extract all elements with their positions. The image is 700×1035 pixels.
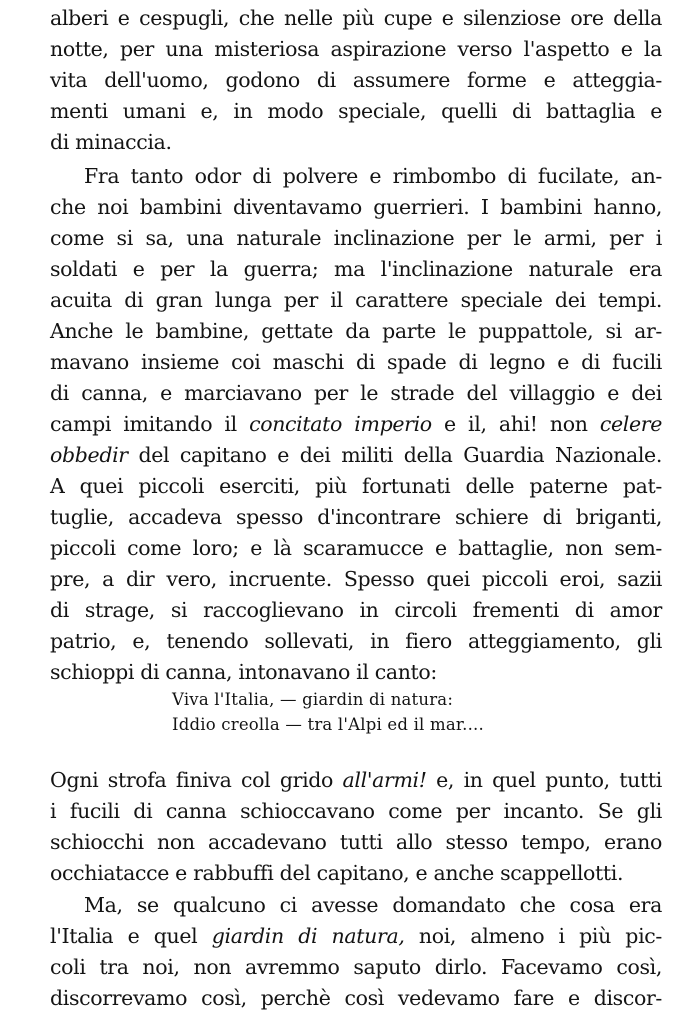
text-run: del capitano e dei militi della Guardia Nazionale. [127, 443, 662, 467]
text-line: mavano insieme coi maschi di spade di legno e di fucili [50, 350, 662, 374]
text-run: Ogni strofa finiva col grido [50, 768, 343, 792]
text-run: campi imitando il [50, 412, 250, 436]
text-line: schioppi di canna, intonavano il canto: [50, 660, 437, 684]
text-line: che noi bambini diventavamo guerrieri. I bambini hanno, [50, 195, 662, 219]
text-line: come si sa, una naturale inclinazione per le armi, per i [50, 226, 662, 250]
italic-phrase: giardin di natura, [211, 924, 405, 948]
text-line: vita dell'uomo, godono di assumere forme e atteggia- [50, 68, 662, 92]
text-line: Ma, se qualcuno ci avesse domandato che cosa era [84, 893, 662, 917]
italic-phrase: all'armi! [342, 768, 427, 792]
text-line: patrio, e, tenendo sollevati, in fiero atteggiamento, gli [50, 629, 662, 653]
text-line: soldati e per la guerra; ma l'inclinazione naturale era [50, 257, 662, 281]
text-line: Fra tanto odor di polvere e rimbombo di fucilate, an- [84, 164, 662, 188]
text-line: schiocchi non accadevano tutti allo stesso tempo, erano [50, 830, 662, 854]
text-run: e, in quel punto, tutti [426, 768, 663, 792]
italic-phrase: obbedir [50, 443, 128, 467]
text-line: discorrevamo così, perchè così vedevamo fare e discor- [50, 986, 662, 1010]
text-line: occhiatacce e rabbuffi del capitano, e anche scappellotti. [50, 861, 624, 885]
text-run: e il, ahi! non [431, 412, 600, 436]
verse-line: Iddio creolla — tra l'Alpi ed il mar.... [172, 715, 484, 734]
text-run: noi, almeno i più pic- [404, 924, 662, 948]
text-line [50, 764, 662, 796]
text-run: l'Italia e quel [50, 924, 212, 948]
text-line: Anche le bambine, gettate da parte le puppattole, si ar- [50, 319, 662, 343]
italic-phrase: concitato imperio [249, 412, 432, 436]
text-line: notte, per una misteriosa aspirazione verso l'aspetto e la [50, 37, 662, 61]
text-line: alberi e cespugli, che nelle più cupe e silenziose ore della [50, 6, 662, 30]
text-line: di canna, e marciavano per le strade del villaggio e dei [50, 381, 662, 405]
text-line: A quei piccoli eserciti, più fortunati delle paterne pat- [50, 474, 662, 498]
text-line: di strage, si raccoglievano in circoli frementi di amor [50, 598, 662, 622]
text-line: piccoli come loro; e là scaramucce e battaglie, non sem- [50, 536, 662, 560]
text-line: menti umani e, in modo speciale, quelli di battaglia e [50, 99, 662, 123]
text-line: i fucili di canna schioccavano come per incanto. Se gli [50, 799, 662, 823]
text-line: acuita di gran lunga per il carattere speciale dei tempi. [50, 288, 662, 312]
italic-phrase: celere [599, 412, 662, 436]
text-line [50, 408, 662, 440]
text-line: tuglie, accadeva spesso d'incontrare schiere di briganti, [50, 505, 662, 529]
text-line: coli tra noi, non avremmo saputo dirlo. Facevamo così, [50, 955, 662, 979]
verse-line: Viva l'Italia, — giardin di natura: [172, 690, 454, 709]
text-line [50, 439, 662, 471]
text-line: pre, a dir vero, incruente. Spesso quei piccoli eroi, sazii [50, 567, 662, 591]
text-line [50, 920, 662, 952]
text-line: di minaccia. [50, 130, 172, 154]
